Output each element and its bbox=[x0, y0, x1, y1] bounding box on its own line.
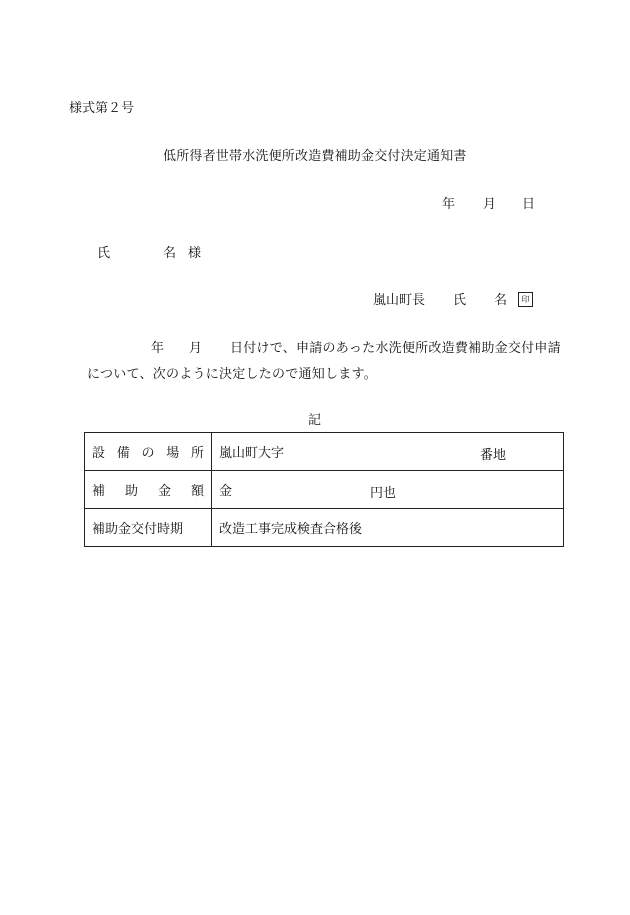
label-char: 場 bbox=[166, 446, 180, 461]
document-title: 低所得者世帯水洗便所改造費補助金交付決定通知書 bbox=[163, 149, 467, 164]
label-char: 金 bbox=[157, 484, 171, 499]
addressee-shi: 氏 bbox=[97, 246, 111, 261]
location-suffix: 番地 bbox=[480, 448, 507, 463]
label-char: 補 bbox=[92, 484, 106, 499]
date-day-label: 日 bbox=[522, 197, 536, 212]
label-char: 助 bbox=[124, 484, 138, 499]
addressee-honorific: 様 bbox=[188, 246, 202, 261]
body-year-label: 年 bbox=[151, 341, 165, 356]
table-row-amount bbox=[85, 471, 564, 509]
issuer-mei: 名 bbox=[494, 293, 508, 308]
amount-suffix: 円也 bbox=[370, 486, 397, 501]
label-char: 備 bbox=[116, 446, 130, 461]
amount-prefix: 金 bbox=[219, 484, 233, 499]
value-amount bbox=[212, 471, 564, 509]
ki-heading: 記 bbox=[308, 413, 322, 428]
issuer-shi: 氏 bbox=[453, 293, 467, 308]
detail-table bbox=[84, 432, 564, 547]
date-month-label: 月 bbox=[483, 197, 497, 212]
value-location bbox=[212, 433, 564, 471]
label-char: 所 bbox=[190, 446, 204, 461]
label-location bbox=[85, 433, 212, 471]
label-amount bbox=[85, 471, 212, 509]
addressee-mei: 名 bbox=[163, 246, 177, 261]
body-text-line2: について、次のように決定したので通知します。 bbox=[87, 367, 377, 382]
table-row-timing bbox=[85, 509, 564, 547]
form-number: 様式第２号 bbox=[69, 101, 135, 116]
date-year-label: 年 bbox=[442, 197, 456, 212]
label-char: 額 bbox=[190, 484, 204, 499]
seal-mark: 印 bbox=[518, 292, 533, 307]
body-month-label: 月 bbox=[189, 341, 203, 356]
table-row-location bbox=[85, 433, 564, 471]
label-char: の bbox=[141, 446, 155, 461]
label-char: 設 bbox=[92, 446, 106, 461]
issuer-title: 嵐山町長 bbox=[373, 293, 426, 308]
location-prefix: 嵐山町大字 bbox=[219, 446, 285, 461]
label-timing: 補助金交付時期 bbox=[85, 509, 212, 547]
body-text-line1: 日付けで、申請のあった水洗便所改造費補助金交付申請 bbox=[230, 341, 561, 356]
value-timing: 改造工事完成検査合格後 bbox=[212, 509, 564, 547]
